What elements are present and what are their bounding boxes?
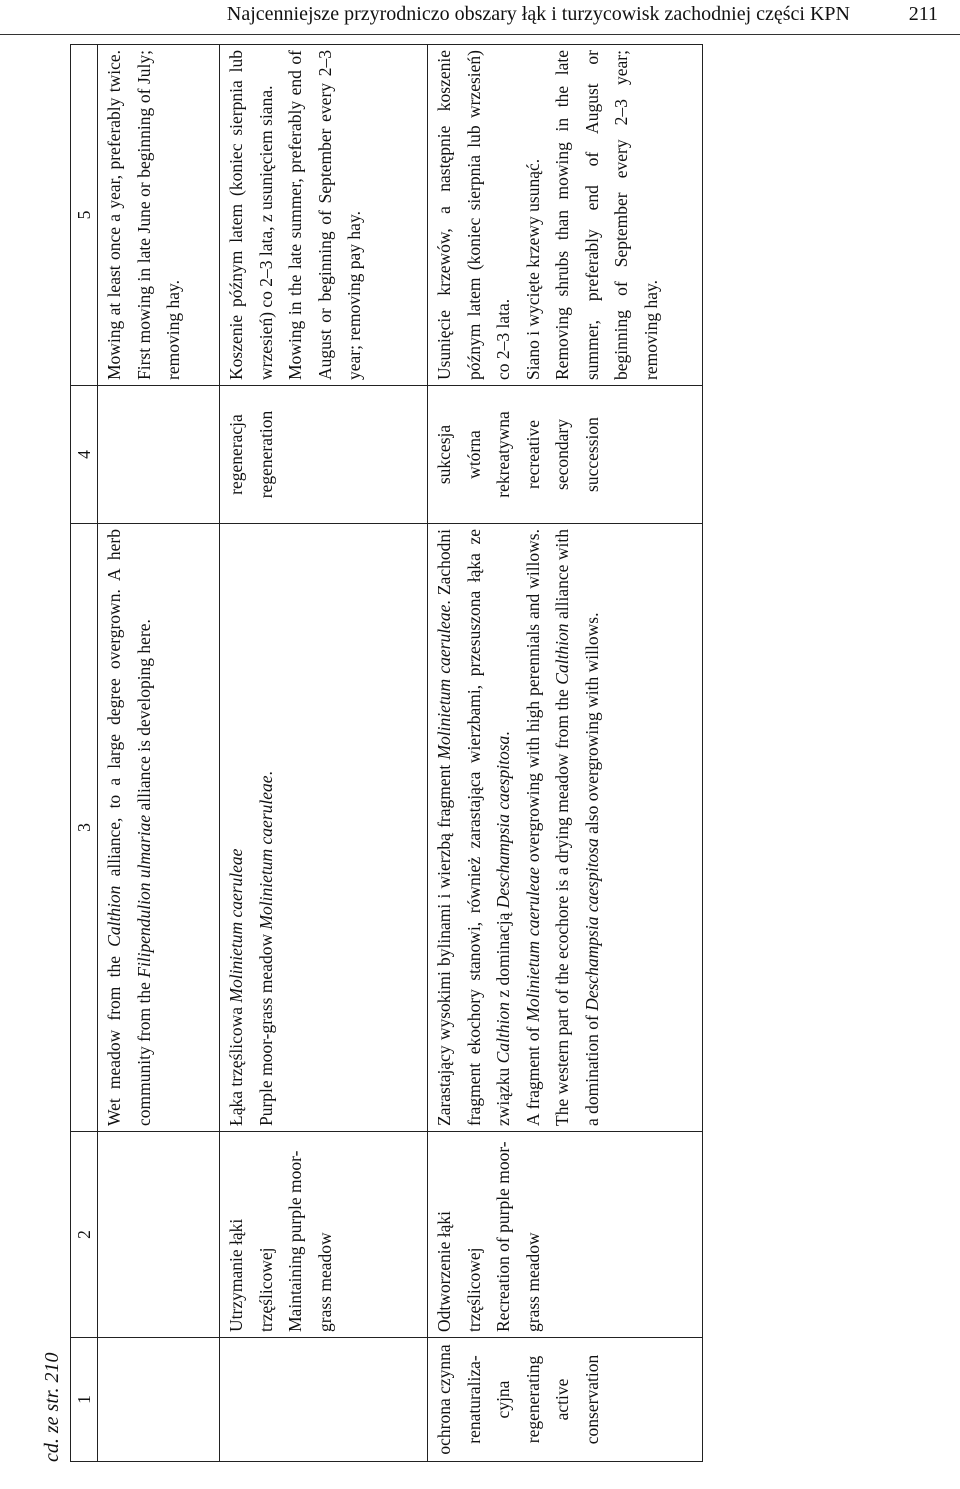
text-fragment: overgrowing with high perennials and willows. The western part of the ecochore is a drying meadow from the — [522, 529, 572, 1126]
row2-col5 — [220, 45, 428, 386]
measure-pl: Utrzymanie łąki trzęślicowej — [226, 1218, 276, 1332]
process-en-3: succession — [581, 417, 602, 492]
text-fragment: . — [493, 731, 513, 736]
category-en-2: active — [552, 1378, 572, 1421]
description-pl — [222, 529, 252, 1126]
header-cell-5: 5 — [71, 45, 98, 386]
taxon-name: Filipendulion ulmariae — [133, 814, 154, 978]
taxon-name: Molinietum caeruleae — [522, 867, 543, 1022]
taxon-name: Molinietum caeruleae — [434, 604, 454, 760]
row2-col1 — [220, 1338, 428, 1462]
category-en-1: regenerating — [522, 1355, 543, 1444]
category-pl-3: cyjna — [493, 1380, 513, 1419]
continuation-note: cd. ze str. 210 — [41, 1352, 63, 1462]
measure-en: Maintaining purple moor-grass meadow — [285, 1150, 335, 1332]
text-fragment: Łąka trzęślicowa — [226, 1002, 246, 1126]
header-cell-4: 4 — [71, 386, 98, 524]
treatment-en: Removing shrubs than mowing in the late summer, preferably end of August or beginning of September every 2–3 year; removing hay. — [552, 50, 661, 380]
treatment-pl-2: Siano i wycięte krzewy usunąć. — [522, 158, 543, 380]
taxon-name: Calthion — [552, 623, 572, 685]
table-header-row — [71, 45, 98, 1462]
treatment-pl: Koszenie późnym latem (koniec sierpnia lub wrzesień) co 2–3 lata, z usunięciem siana. — [226, 50, 276, 380]
category-en-3: conservation — [581, 1354, 602, 1445]
text-fragment: Wet meadow from the — [104, 946, 124, 1126]
text-fragment: alliance is developing here. — [133, 619, 154, 815]
text-fragment: also overgrowing with willows. — [581, 612, 602, 839]
description-pl — [430, 529, 519, 1126]
process-pl: regeneracja — [226, 414, 246, 495]
row3-col2 — [428, 1132, 703, 1338]
rotated-page-content — [35, 42, 925, 1462]
taxon-name: Calthion — [493, 1002, 513, 1064]
row2-col3 — [220, 524, 428, 1132]
category-pl-2: renaturaliza- — [463, 1355, 484, 1444]
treatment-en: Mowing in the late summer, preferably end of August or beginning of September every 2–3 year; removing pay hay. — [285, 50, 364, 380]
taxon-name: Deschampsia caespitosa — [581, 838, 602, 1011]
process-pl-3: rekreatywna — [493, 411, 513, 498]
row3-col1 — [428, 1338, 703, 1462]
header-cell-2: 2 — [71, 1132, 98, 1338]
row3-col3 — [428, 524, 703, 1132]
text-fragment: Zarastający wysokimi bylinami i wierzbą fragment — [434, 759, 454, 1126]
process-en-2: secondary — [552, 419, 572, 490]
text-fragment: Purple moor-grass meadow — [255, 929, 276, 1126]
running-header — [0, 0, 960, 35]
description-en — [519, 529, 608, 1126]
measure-en: Recreation of purple moor-grass meadow — [493, 1141, 543, 1332]
process-en-1: recreative — [522, 420, 543, 489]
taxon-name: Molinietum caeruleae — [226, 848, 246, 1003]
taxon-name: Molinietum caeruleae — [255, 775, 276, 930]
table-row — [428, 45, 703, 1462]
text-fragment: z dominacją — [493, 908, 513, 1003]
process-en: regeneration — [255, 410, 276, 499]
text-fragment: . — [255, 771, 276, 776]
header-cell-3: 3 — [71, 524, 98, 1132]
running-title: Najcenniejsze przyrodniczo obszary łąk i turzycowisk zachodniej części KPN — [226, 3, 850, 25]
treatment-pl-1: Usunięcie krzewów, a następnie koszenie późnym latem (koniec sierpnia lub wrzesień) co 2–3 lata. — [434, 50, 513, 380]
table-row — [220, 45, 428, 1462]
measure-pl: Odtworzenie łąki trzęślicowej — [434, 1211, 484, 1332]
taxon-name: Calthion — [104, 885, 124, 947]
process-pl-1: sukcesja — [434, 424, 454, 485]
row1-col3 — [98, 524, 220, 1132]
header-cell-1: 1 — [71, 1338, 98, 1462]
row1-col4 — [98, 386, 220, 524]
row1-col5: Mowing at least once a year, preferably twice. First mowing in late June or beginning of July; removing hay. — [98, 45, 220, 386]
process-pl-2: wtórna — [463, 430, 484, 479]
row1-col2 — [98, 1132, 220, 1338]
text-fragment: A fragment of — [522, 1021, 543, 1126]
conservation-table — [70, 44, 703, 1462]
page-number: 211 — [908, 3, 938, 25]
text-fragment: alliance, to a large degree overgrown. A herb community from the — [104, 529, 154, 1126]
description-en — [252, 529, 282, 1126]
text-fragment: . Zachodni fragment ekochory stanowi, również zarastająca wierzbami, przesuszona łąka ze związku — [434, 529, 513, 1126]
table-row — [98, 45, 220, 1462]
row2-col2 — [220, 1132, 428, 1338]
category-pl-1: ochrona czynna — [434, 1344, 454, 1455]
taxon-name: Deschampsia caespitosa — [493, 735, 513, 909]
row3-col4 — [428, 386, 703, 524]
row3-col5 — [428, 45, 703, 386]
text-fragment: alliance with a domination of — [552, 529, 602, 1126]
row1-col1 — [98, 1338, 220, 1462]
row2-col4 — [220, 386, 428, 524]
